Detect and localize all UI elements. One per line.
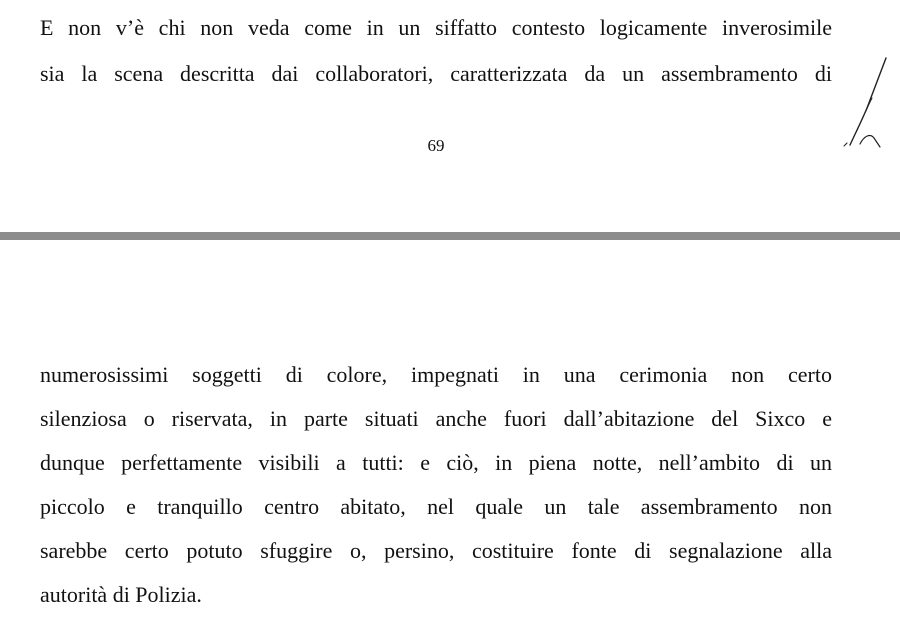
page-number: 69: [427, 136, 445, 155]
page-separator: [0, 232, 900, 240]
paragraph-line-2: sia la scena descritta dai collaboratori, caratterizzata da un assembramento di: [40, 61, 832, 86]
paragraph-line-5: dunque perfettamente visibili a tutti: e ciò, in piena notte, nell’ambito di un: [40, 450, 832, 475]
paragraph-line-7: sarebbe certo potuto sfuggire o, persino, costituire fonte di segnalazione alla: [40, 538, 832, 563]
paragraph-line-1: E non v’è chi non veda come in un siffatto contesto logicamente inverosimile: [40, 15, 832, 40]
document-page-bottom: [0, 240, 900, 618]
document-page-top: [0, 0, 900, 232]
paragraph-line-3: numerosissimi soggetti di colore, impegnati in una cerimonia non certo: [40, 362, 832, 387]
handwritten-signature-mark: [838, 56, 898, 154]
paragraph-line-6: piccolo e tranquillo centro abitato, nel quale un tale assembramento non: [40, 494, 832, 519]
paragraph-line-8: autorità di Polizia.: [40, 582, 202, 607]
paragraph-line-4: silenziosa o riservata, in parte situati anche fuori dall’abitazione del Sixco e: [40, 406, 832, 431]
